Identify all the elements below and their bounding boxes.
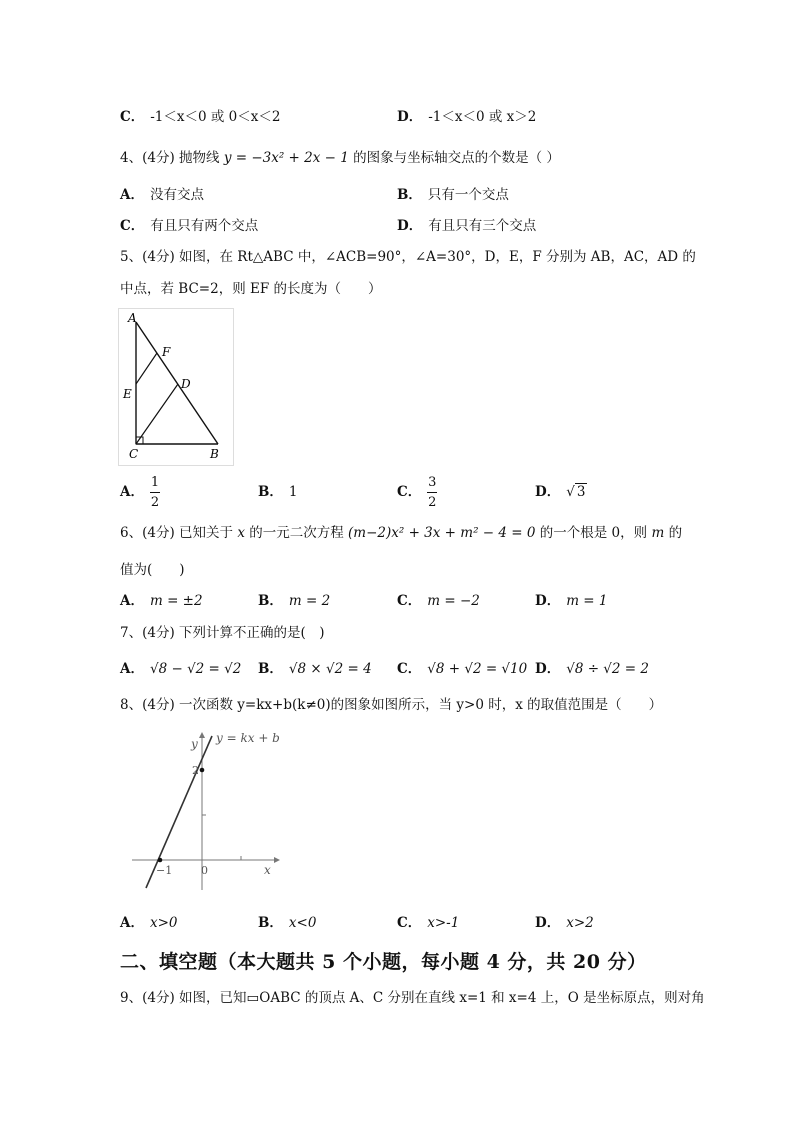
option-label: B．	[258, 661, 283, 677]
option-text: √8 + √2 = √10	[427, 661, 528, 677]
q5-option-b[interactable]	[258, 474, 298, 510]
option-text: 有且只有三个交点	[428, 218, 537, 234]
option-label: D．	[535, 484, 561, 500]
stem-text: 的图象与坐标轴交点的个数是（ ）	[353, 150, 560, 166]
option-label: A．	[120, 484, 144, 500]
option-text: 没有交点	[149, 187, 204, 203]
question-5-stem-line2	[120, 280, 382, 298]
line-label: y = kx + b	[216, 731, 280, 745]
stem-text: 已知关于	[179, 525, 234, 541]
numerator: 3	[428, 474, 437, 490]
option-label: B．	[258, 593, 283, 609]
question-number: 6、(4分)	[120, 525, 175, 541]
question-number: 5、(4分)	[120, 249, 175, 265]
stem-text: 如图，已知▭OABC 的顶点 A、C 分别在直线 x=1 和 x=4 上，O 是坐标原点，则对角	[179, 990, 705, 1006]
option-label: D．	[535, 661, 561, 677]
q5-option-d[interactable]	[535, 474, 587, 510]
y-intercept-point	[200, 768, 205, 773]
q4-option-d[interactable]	[397, 217, 536, 235]
x-axis-arrow	[274, 857, 280, 863]
q7-option-b[interactable]	[258, 660, 372, 678]
option-label: A．	[120, 915, 144, 931]
stem-text: 的	[668, 525, 683, 541]
q3-option-d[interactable]	[397, 108, 536, 126]
x-intercept-label: −1	[156, 864, 173, 877]
denominator: 2	[150, 494, 160, 510]
option-label: C．	[397, 593, 422, 609]
triangle-figure	[118, 308, 234, 466]
option-label: C．	[120, 109, 145, 125]
vertex-a-label: A	[128, 311, 137, 325]
option-text: √8 − √2 = √2	[149, 661, 242, 677]
q6-option-b[interactable]	[258, 592, 330, 610]
option-label: D．	[397, 109, 423, 125]
question-number: 7、(4分)	[120, 625, 175, 641]
square-root: √ 3	[566, 484, 586, 500]
parabola-formula: y = −3x² + 2x − 1	[223, 150, 349, 166]
option-label: C．	[120, 218, 145, 234]
option-label: D．	[535, 593, 561, 609]
vertex-f-label: F	[162, 345, 171, 359]
q7-option-a[interactable]	[120, 660, 241, 678]
stem-text: 的一个根是 0，则	[539, 525, 648, 541]
x-axis-label: x	[264, 863, 271, 877]
denominator: 2	[428, 494, 437, 510]
segment-cd	[136, 384, 178, 444]
q4-option-c[interactable]	[120, 217, 258, 235]
option-label: C．	[397, 484, 422, 500]
option-text: m = ±2	[149, 593, 203, 609]
stem-text: 中点，若 BC=2，则 EF 的长度为（ ）	[120, 281, 382, 297]
question-6-stem-line2	[120, 561, 185, 579]
q6-option-d[interactable]	[535, 592, 608, 610]
question-number: 4、(4分)	[120, 150, 175, 166]
option-text: -1＜x＜0 或 0＜x＜2	[150, 109, 281, 125]
option-text: x<0	[288, 915, 317, 931]
option-label: C．	[397, 915, 422, 931]
option-text: √8 × √2 = 4	[288, 661, 372, 677]
option-text: 有且只有两个交点	[150, 218, 259, 234]
fraction-bar	[150, 492, 160, 493]
variable-x: x	[237, 525, 245, 541]
option-label: B．	[397, 187, 422, 203]
fraction	[427, 475, 437, 510]
variable-m: m	[651, 525, 665, 541]
option-label: C．	[397, 661, 422, 677]
origin-label: 0	[201, 864, 208, 877]
q3-option-c[interactable]	[120, 108, 280, 126]
vertex-b-label: B	[210, 447, 219, 461]
question-7-stem	[120, 624, 325, 642]
question-6-stem-line1	[120, 524, 682, 542]
option-label: D．	[535, 915, 561, 931]
vertex-d-label: D	[181, 377, 191, 391]
stem-text: 下列计算不正确的是( )	[179, 625, 325, 641]
q5-option-a[interactable]	[120, 474, 160, 510]
quadratic-equation: (m−2)x² + 3x + m² − 4 = 0	[348, 525, 536, 541]
stem-text: 一次函数 y=kx+b(k≠0)的图象如图所示，当 y>0 时，x 的取值范围是（ ）	[179, 697, 663, 713]
option-text: m = 1	[566, 593, 608, 609]
option-label: A．	[120, 187, 144, 203]
vertex-e-label: E	[123, 387, 132, 401]
q5-option-c[interactable]	[397, 474, 437, 510]
option-label: A．	[120, 661, 144, 677]
question-8-stem	[120, 696, 662, 714]
question-9-stem	[120, 989, 705, 1007]
y-axis-label: y	[191, 737, 198, 751]
option-text: x>2	[566, 915, 594, 931]
x-intercept-point	[158, 858, 163, 863]
q8-option-b[interactable]	[258, 914, 316, 932]
question-number: 8、(4分)	[120, 697, 175, 713]
numerator: 1	[150, 474, 160, 490]
q8-option-c[interactable]	[397, 914, 459, 932]
stem-text: 值为( )	[120, 562, 185, 578]
fraction-bar	[427, 492, 437, 493]
stem-text: 如图，在 Rt△ABC 中，∠ACB=90°，∠A=30°，D，E，F 分别为 AB，AC，AD 的	[179, 249, 696, 265]
option-text: 1	[288, 484, 298, 500]
stem-text: 的一元二次方程	[249, 525, 344, 541]
q6-option-a[interactable]	[120, 592, 203, 610]
linear-function-graph	[128, 724, 288, 894]
option-text: x>0	[149, 915, 178, 931]
question-number: 9、(4分)	[120, 990, 175, 1006]
q4-option-a[interactable]	[120, 186, 204, 204]
option-label: D．	[397, 218, 423, 234]
question-5-stem-line1	[120, 248, 696, 266]
option-label: B．	[258, 484, 283, 500]
question-4-stem	[120, 149, 560, 167]
stem-text: 抛物线	[179, 150, 220, 166]
segment-ef	[136, 353, 157, 384]
section-heading-fill-in: 二、填空题（本大题共 5 个小题，每小题 4 分，共 20 分）	[120, 951, 647, 973]
q7-option-c[interactable]	[397, 660, 527, 678]
y-axis-arrow	[199, 732, 205, 738]
option-text: m = −2	[427, 593, 480, 609]
q8-option-a[interactable]	[120, 914, 178, 932]
q8-option-d[interactable]	[535, 914, 594, 932]
option-text: 只有一个交点	[427, 187, 509, 203]
fraction	[150, 475, 160, 510]
option-text: m = 2	[288, 593, 331, 609]
option-label: B．	[258, 915, 283, 931]
q4-option-b[interactable]	[397, 186, 509, 204]
option-text: x>-1	[427, 915, 460, 931]
option-text: -1＜x＜0 或 x＞2	[428, 109, 537, 125]
option-label: A．	[120, 593, 144, 609]
y-intercept-label: 2	[192, 764, 199, 777]
vertex-c-label: C	[129, 447, 139, 461]
option-text: √8 ÷ √2 = 2	[566, 661, 649, 677]
q7-option-d[interactable]	[535, 660, 649, 678]
q6-option-c[interactable]	[397, 592, 480, 610]
radicand: 3	[576, 484, 586, 500]
